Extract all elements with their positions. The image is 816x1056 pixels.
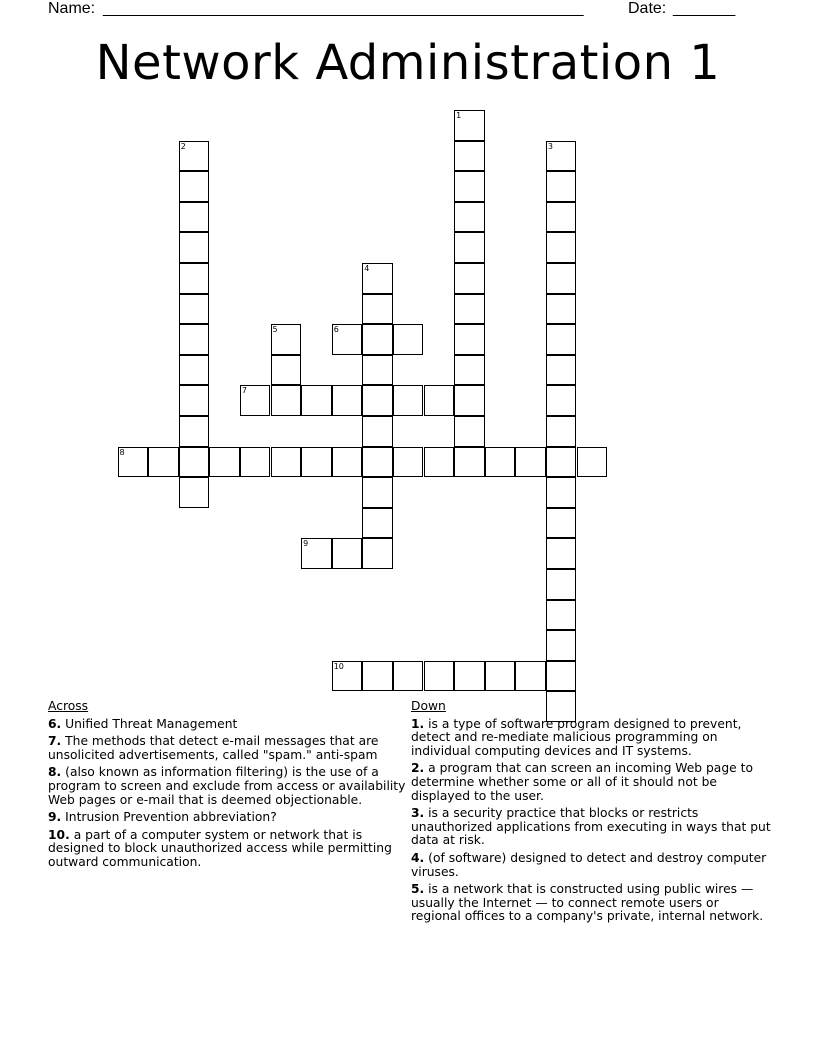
grid-cell[interactable] [179, 263, 210, 294]
name-label: Name: [48, 0, 96, 17]
grid-cell[interactable] [118, 447, 149, 478]
grid-cell[interactable] [301, 385, 332, 416]
name-field-line[interactable]: ______________________________________________________ [103, 0, 584, 17]
grid-cell[interactable] [362, 447, 393, 478]
grid-cell[interactable] [515, 447, 546, 478]
grid-cell[interactable] [454, 202, 485, 233]
grid-cell[interactable] [546, 630, 577, 661]
clue-down-1: 1. is a type of software program designed to prevent, detect and re-mediate malicious programming on individual computing devices and IT systems. [411, 716, 742, 758]
grid-cell[interactable] [271, 355, 302, 386]
grid-cell[interactable] [362, 416, 393, 447]
grid-cell[interactable] [546, 385, 577, 416]
grid-cell[interactable] [332, 661, 363, 692]
grid-cell[interactable] [454, 171, 485, 202]
clue-number: 10 [333, 661, 344, 671]
clue-number: 4 [364, 264, 370, 273]
grid-cell[interactable] [179, 202, 210, 233]
grid-cell[interactable] [240, 385, 271, 416]
clue-across-7: 7. The methods that detect e-mail messages that are unsolicited advertisements, called "spam." anti-spam [48, 734, 379, 762]
grid-cell[interactable] [424, 385, 455, 416]
grid-cell[interactable] [454, 232, 485, 263]
grid-cell[interactable] [362, 385, 393, 416]
grid-cell[interactable] [393, 661, 424, 692]
clue-across-10: 10. a part of a computer system or network that is designed to block unauthorized access while permitting outward communication. [48, 827, 392, 869]
clue-down-2: 2. a program that can screen an incoming Web page to determine whether some or all of it should not be displayed to the user. [411, 761, 753, 803]
grid-cell[interactable] [271, 385, 302, 416]
clue-down-3: 3. is a security practice that blocks or restricts unauthorized applications from executing in ways that put data at risk. [411, 806, 771, 848]
grid-cell[interactable] [424, 447, 455, 478]
grid-cell[interactable] [179, 232, 210, 263]
grid-cell[interactable] [454, 294, 485, 325]
grid-cell[interactable] [179, 477, 210, 508]
grid-cell[interactable] [546, 294, 577, 325]
grid-cell[interactable] [454, 447, 485, 478]
grid-cell[interactable] [546, 661, 577, 692]
across-heading: Across [48, 699, 89, 713]
down-heading: Down [411, 699, 446, 713]
grid-cell[interactable] [546, 538, 577, 569]
grid-cell[interactable] [209, 447, 240, 478]
clue-across-8: 8. (also known as information filtering) is the use of a program to screen and exclude from access or availability Web pages or e-mail that is deemed objectionable. [48, 765, 406, 807]
grid-cell[interactable] [301, 538, 332, 569]
grid-cell[interactable] [179, 324, 210, 355]
grid-cell[interactable] [546, 569, 577, 600]
grid-cell[interactable] [271, 447, 302, 478]
grid-cell[interactable] [362, 263, 393, 294]
grid-cell[interactable] [179, 416, 210, 447]
grid-cell[interactable] [332, 538, 363, 569]
puzzle-title: Network Administration 1 [95, 35, 721, 91]
down-clues [411, 700, 771, 928]
grid-cell[interactable] [362, 661, 393, 692]
grid-cell[interactable] [393, 324, 424, 355]
grid-cell[interactable] [546, 263, 577, 294]
grid-cell[interactable] [546, 141, 577, 172]
date-label: Date: [628, 0, 667, 17]
clue-number: 5 [272, 325, 278, 335]
grid-cell[interactable] [179, 385, 210, 416]
grid-cell[interactable] [546, 477, 577, 508]
grid-cell[interactable] [148, 447, 179, 478]
grid-cell[interactable] [454, 355, 485, 386]
grid-cell[interactable] [362, 538, 393, 569]
clue-number: 9 [303, 539, 309, 549]
grid-cell[interactable] [179, 355, 210, 386]
clue-number: 3 [547, 141, 553, 151]
grid-cell[interactable] [393, 447, 424, 478]
grid-cell[interactable] [546, 355, 577, 386]
grid-cell[interactable] [577, 447, 608, 478]
grid-cell[interactable] [454, 110, 485, 141]
clue-down-4: 4. (of software) designed to detect and destroy computer viruses. [411, 850, 767, 879]
grid-cell[interactable] [454, 661, 485, 692]
grid-cell[interactable] [179, 294, 210, 325]
grid-cell[interactable] [454, 416, 485, 447]
clue-number: 2 [180, 141, 186, 151]
grid-cell[interactable] [362, 324, 393, 355]
clue-down-5: 5. is a network that is constructed using public wires — usually the Internet — to connect remote users or regional offices to a company's private, internal network. [411, 882, 764, 924]
across-clues [48, 700, 408, 874]
clue-number: 6 [333, 325, 339, 335]
grid-cell[interactable] [393, 385, 424, 416]
grid-cell[interactable] [515, 661, 546, 692]
date-field-line[interactable]: _______ [673, 0, 736, 17]
grid-cell[interactable] [332, 385, 363, 416]
grid-cell[interactable] [546, 447, 577, 478]
grid-cell[interactable] [485, 661, 516, 692]
grid-cell[interactable] [546, 202, 577, 233]
clue-number: 1 [456, 111, 462, 120]
clue-number: 7 [241, 386, 247, 396]
grid-cell[interactable] [424, 661, 455, 692]
grid-cell[interactable] [546, 416, 577, 447]
grid-cell[interactable] [179, 171, 210, 202]
clue-number: 8 [119, 447, 125, 457]
grid-cell[interactable] [332, 324, 363, 355]
grid-cell[interactable] [332, 447, 363, 478]
grid-cell[interactable] [362, 477, 393, 508]
grid-cell[interactable] [546, 508, 577, 539]
clue-across-6: 6. Unified Threat Management [48, 716, 238, 731]
grid-cell[interactable] [546, 232, 577, 263]
grid-cell[interactable] [454, 324, 485, 355]
grid-cell[interactable] [271, 324, 302, 355]
grid-cell[interactable] [454, 263, 485, 294]
grid-cell[interactable] [546, 324, 577, 355]
grid-cell[interactable] [362, 294, 393, 325]
grid-cell[interactable] [362, 508, 393, 539]
grid-cell[interactable] [546, 600, 577, 631]
clue-across-9: 9. Intrusion Prevention abbreviation? [48, 810, 277, 825]
grid-cell[interactable] [454, 385, 485, 416]
grid-cell[interactable] [485, 447, 516, 478]
grid-cell[interactable] [179, 447, 210, 478]
grid-cell[interactable] [301, 447, 332, 478]
grid-cell[interactable] [546, 171, 577, 202]
grid-cell[interactable] [179, 141, 210, 172]
grid-cell[interactable] [454, 141, 485, 172]
grid-cell[interactable] [362, 355, 393, 386]
grid-cell[interactable] [240, 447, 271, 478]
